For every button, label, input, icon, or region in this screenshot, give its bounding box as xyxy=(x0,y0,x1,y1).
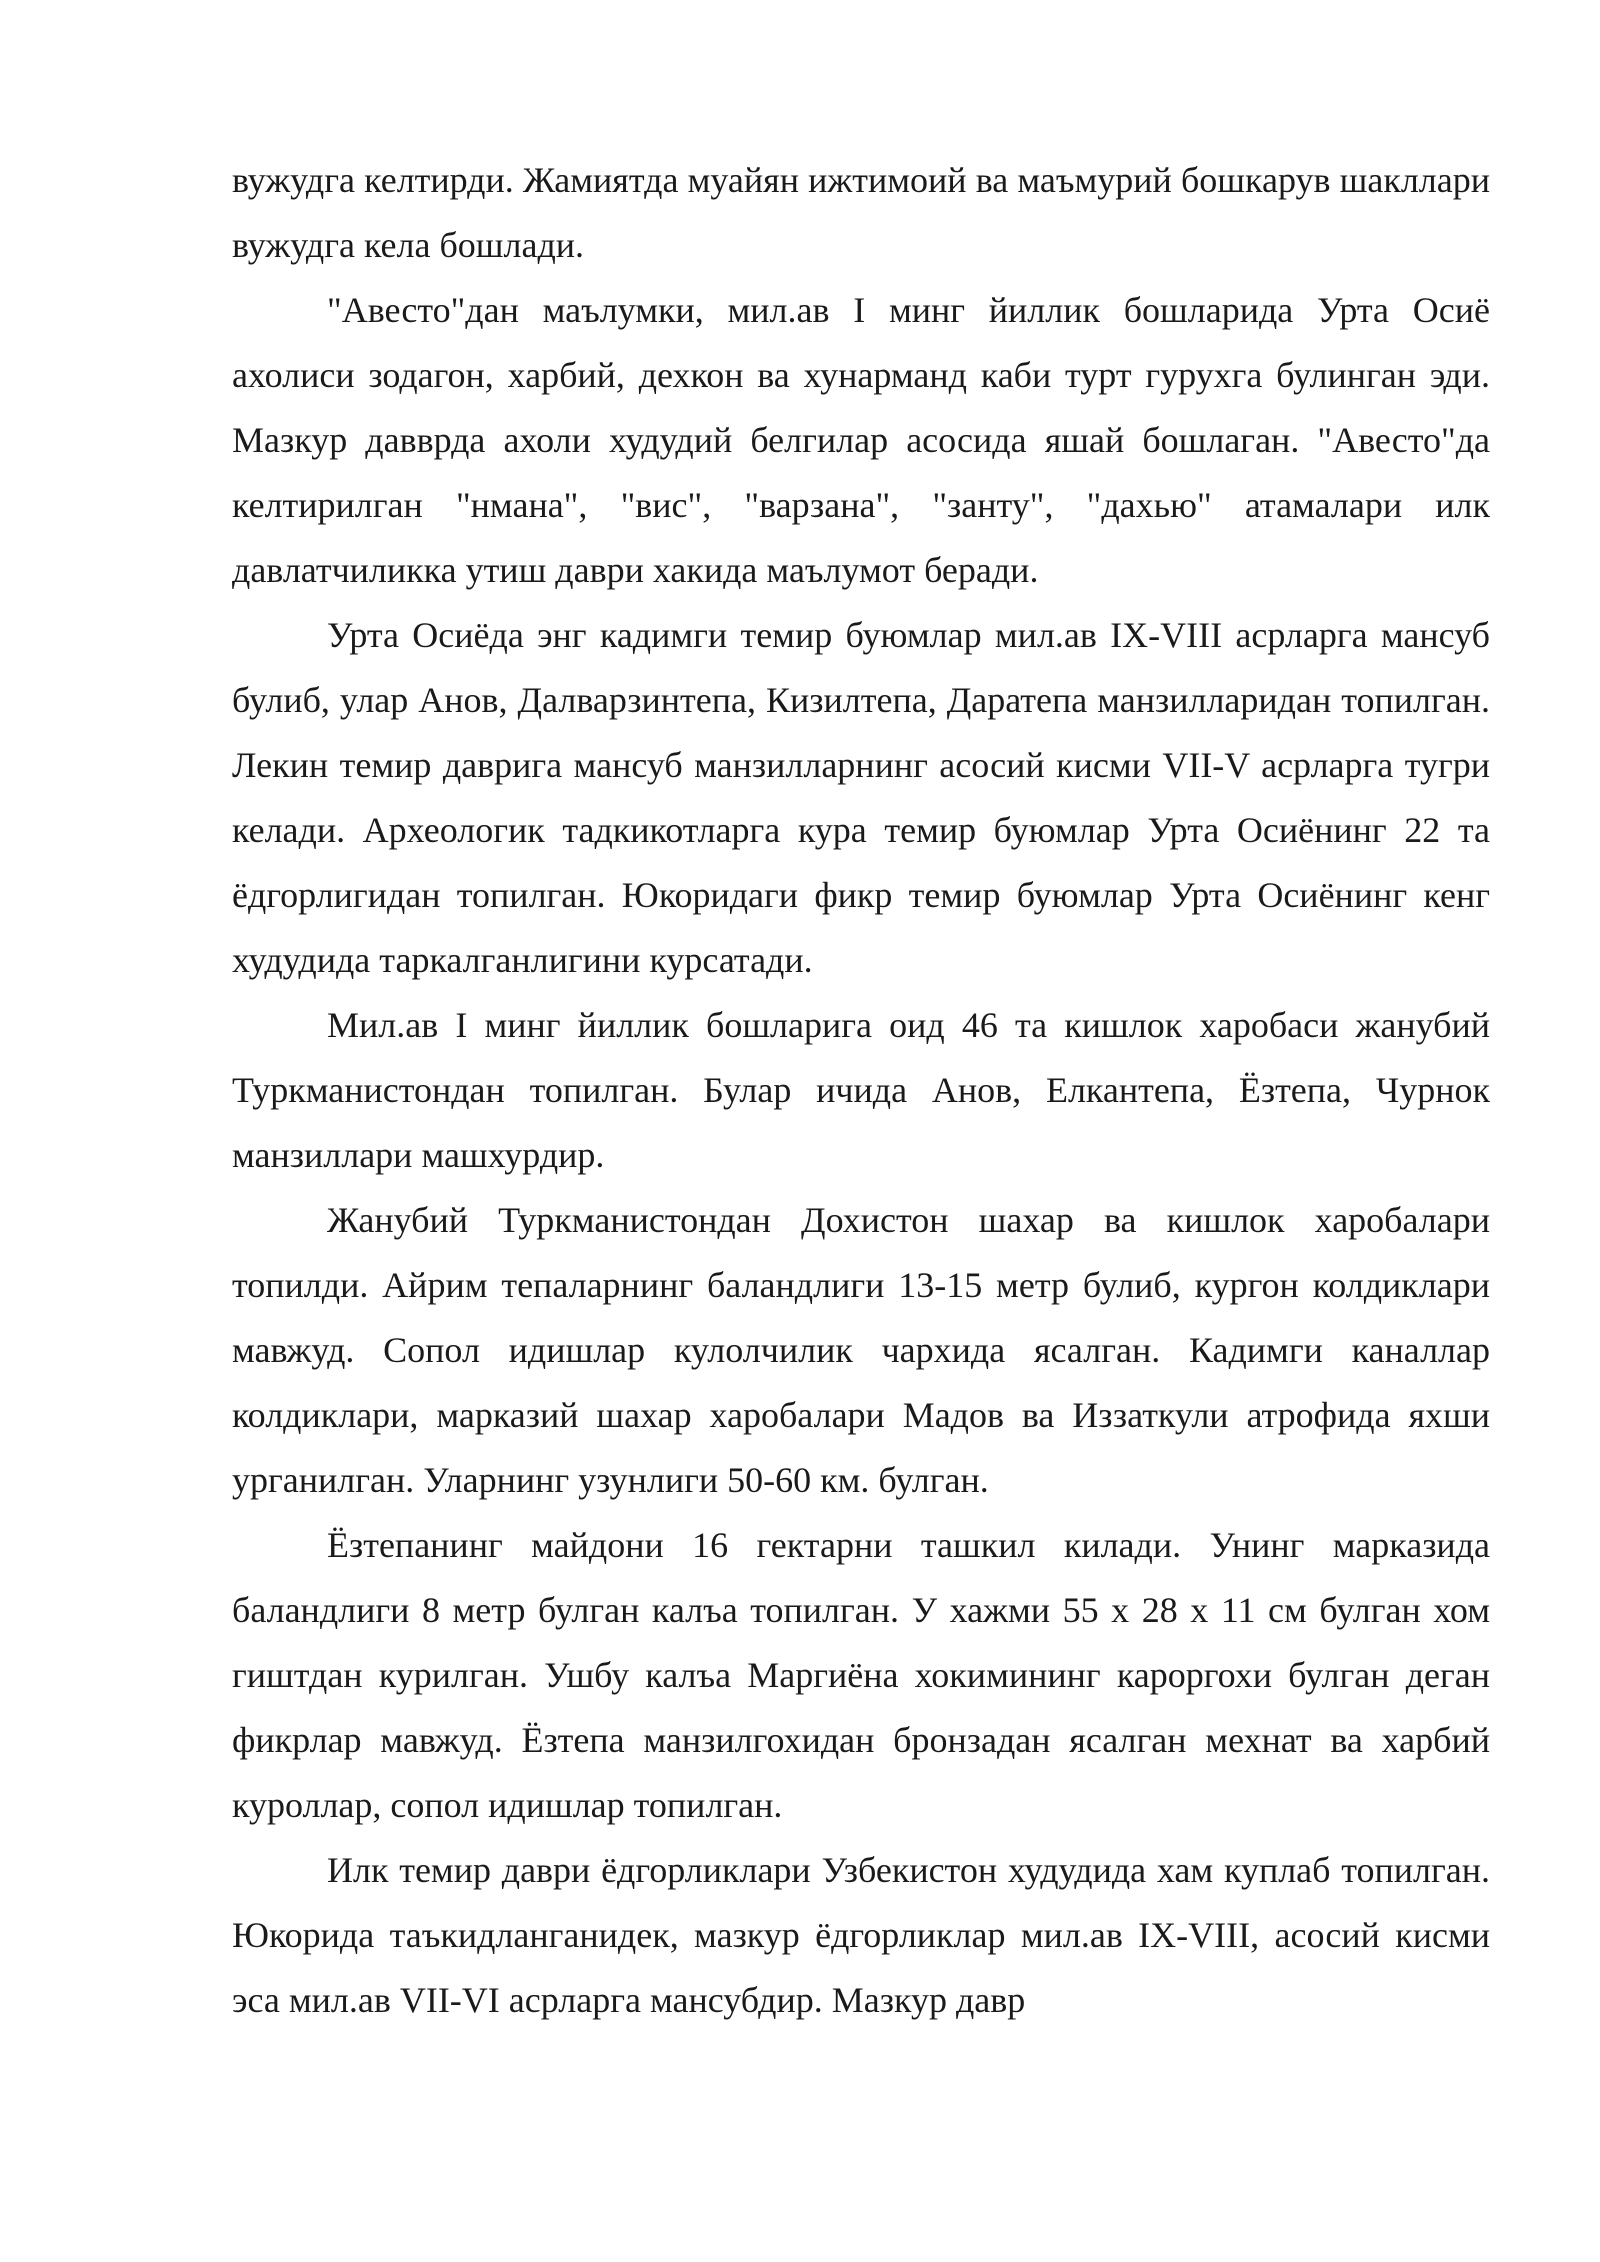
paragraph-continuation: вужудга келтирди. Жамиятда муайян ижтимоий ва маъмурий бошкарув шакллари вужудга кела бошлади. xyxy=(232,160,1490,265)
paragraph-early-iron-uzbekistan: Илк темир даври ёдгорликлари Узбекистон худудида хам куплаб топилган. Юкорида таъкидланганидек, мазкур ёдгорликлар мил.ав IX-VIII, асосий кисми эса мил.ав VII-VI асрларга мансубдир. Мазкур давр xyxy=(232,1850,1490,2020)
document-body xyxy=(232,148,1490,2033)
paragraph-yaztepa: Ёзтепанинг майдони 16 гектарни ташкил килади. Унинг марказида баландлиги 8 метр булган калъа топилган. У хажми 55 х 28 х 11 см булган хом гиштдан курилган. Ушбу калъа Маргиёна хокимининг кароргохи булган деган фикрлар мавжуд. Ёзтепа манзилгохидан бронзадан ясалган мехнат ва харбий куроллар, сопол идишлар топилган. xyxy=(232,1525,1490,1825)
paragraph-avesto: "Авесто"дан маълумки, мил.ав I минг йиллик бошларида Урта Осиё ахолиси зодагон, харбий, дехкон ва хунарманд каби турт гурухга булинган эди. Мазкур давврда ахоли худудий белгилар асосида яшай бошлаган. "Авесто"да келтирилган "нмана", "вис", "варзана", "занту", "дахью" атамалари илк давлатчиликка утиш даври хакида маълумот беради. xyxy=(232,290,1490,590)
paragraph-villages: Мил.ав I минг йиллик бошларига оид 46 та кишлок харобаси жанубий Туркманистондан топилган. Булар ичида Анов, Елкантепа, Ёзтепа, Чурнок манзиллари машхурдир. xyxy=(232,1005,1490,1175)
paragraph-iron-artifacts: Урта Осиёда энг кадимги темир буюмлар мил.ав IX-VIII асрларга мансуб булиб, улар Анов, Далварзинтепа, Кизилтепа, Даратепа манзилларидан топилган. Лекин темир даврига мансуб манзилларнинг асосий кисми VII-V асрларга тугри келади. Археологик тадкикотларга кура темир буюмлар Урта Осиёнинг 22 та ёдгорлигидан топилган. Юкоридаги фикр темир буюмлар Урта Осиёнинг кенг худудида таркалганлигини курсатади. xyxy=(232,615,1490,980)
paragraph-dakhistan: Жанубий Туркманистондан Дохистон шахар ва кишлок харобалари топилди. Айрим тепаларнинг баландлиги 13-15 метр булиб, кургон колдиклари мавжуд. Сопол идишлар кулолчилик чархида ясалган. Кадимги каналлар колдиклари, марказий шахар харобалари Мадов ва Иззаткули атрофида яхши урганилган. Уларнинг узунлиги 50-60 км. булган. xyxy=(232,1200,1490,1500)
